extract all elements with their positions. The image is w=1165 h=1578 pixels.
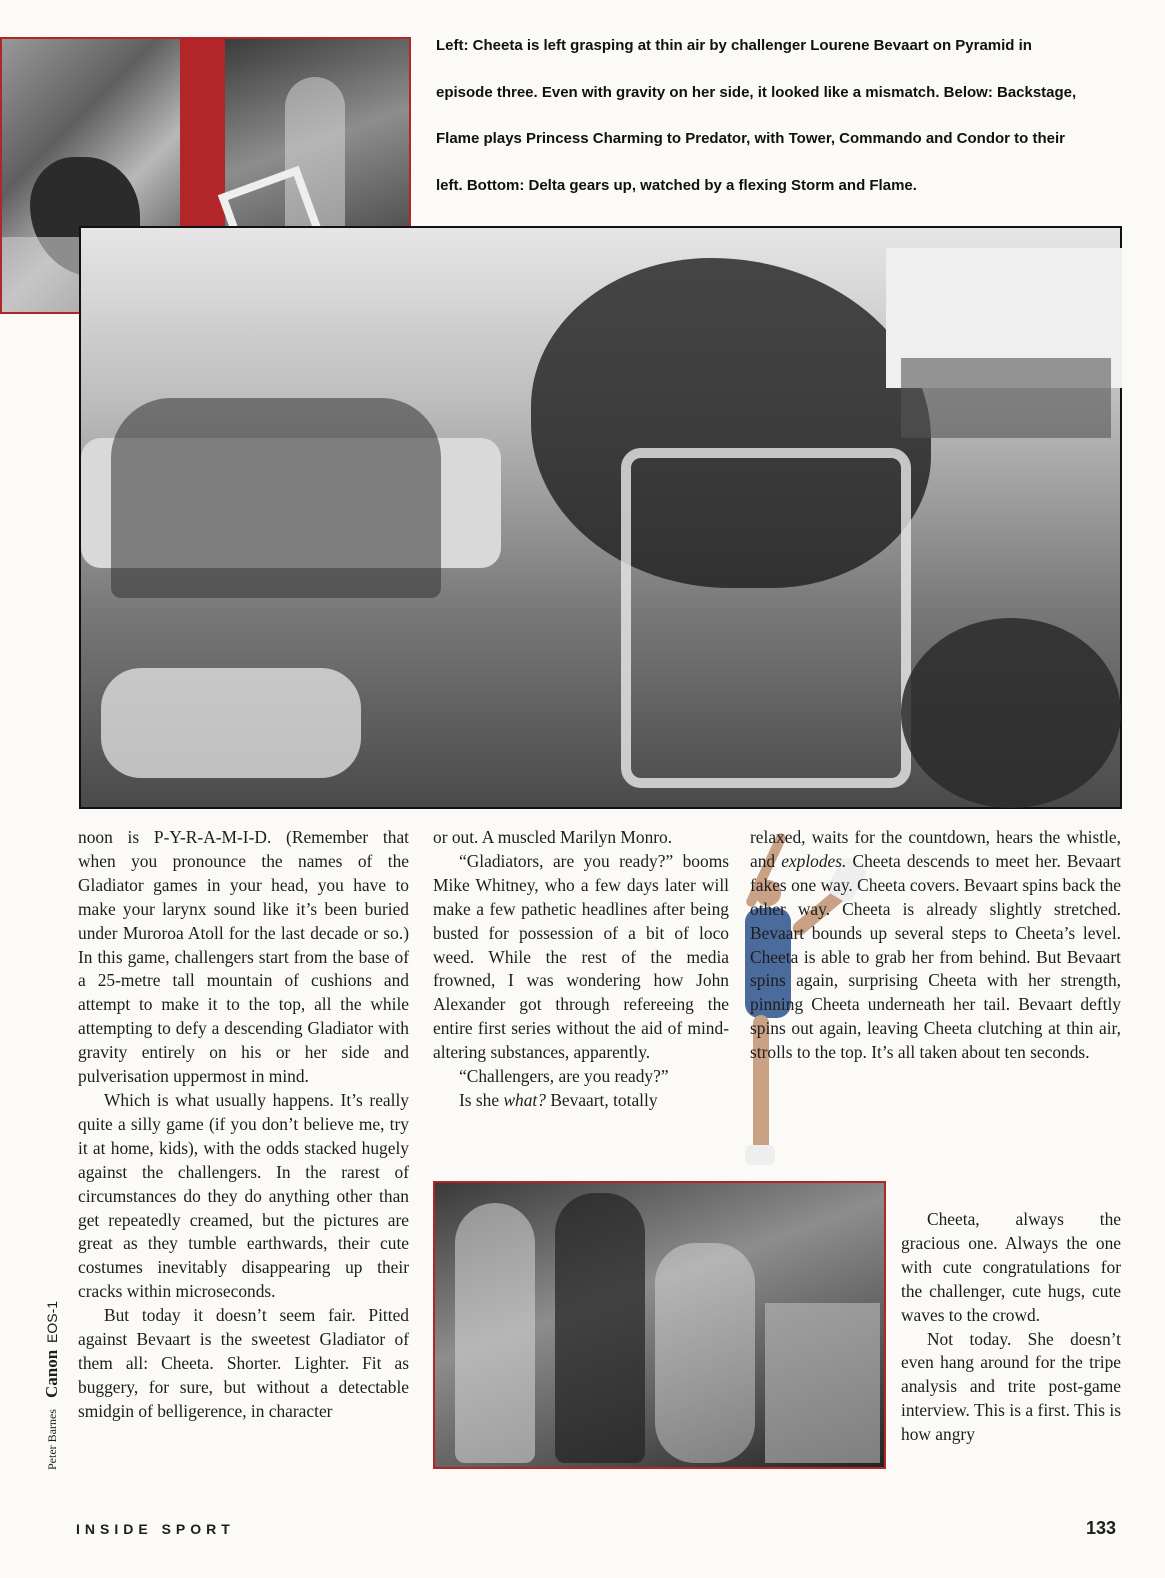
article-column-1 (78, 826, 409, 1424)
col3-paragraph-2: Cheeta, always the gracious one. Always the one with cute congratulations for the challenger, cute hugs, cute waves to the crowd. (901, 1209, 1121, 1325)
camera-brand: Canon (42, 1349, 61, 1399)
article-column-3-continued (901, 1208, 1121, 1447)
article-column-3 (750, 826, 1121, 1065)
footer-page-number: 133 (1086, 1518, 1117, 1538)
caption-line-1: Left: Cheeta is left grasping at thin air by challenger Lourene Bevaart on Pyramid in (436, 37, 1032, 54)
col1-paragraph-1: noon is P-Y-R-A-M-I-D. (Remember that when you pronounce the names of the Gladiator games in your head, you have to make your larynx sound like it’s been buried under Muroroa Atoll for the last decade or so.) In this game, challengers start from the base of a 25-metre tall mountain of cushions and attempt to make it to the top, all the while attempting to defy a descending Gladiator with gravity entirely on his or her side and pulverisation uppermost in mind. (78, 827, 409, 1087)
photographer-name: Peter Barnes (45, 1409, 59, 1470)
camera-model: EOS-1 (44, 1300, 60, 1343)
photo-credit (42, 1280, 62, 1470)
col3-paragraph-3: Not today. She doesn’t even hang around for the tripe analysis and trite post-game interview. This is a first. This is how angry (901, 1328, 1121, 1445)
article-column-2 (433, 826, 729, 1113)
col3-p1-start: relaxed, waits for the countdown, hears the whistle, and (750, 827, 1121, 871)
photo-caption (436, 23, 1136, 209)
col1-paragraph-2: Which is what usually happens. It’s really quite a silly game (if you don’t believe me, try it at home, kids), with the odds stacked hugely against the challengers. In the rarest of circumstances do they do anything other than get repeatedly creamed, but the pictures are great as they tumble earthwards, their cute costumes inevitably disappearing up their cracks within microseconds. (78, 1089, 409, 1302)
col2-paragraph-4 (433, 1089, 729, 1113)
col2-p4-start: Is she (459, 1089, 504, 1110)
col2-p4-end: Bevaart, totally (545, 1089, 658, 1110)
col2-paragraph-1: or out. A muscled Marilyn Monro. (433, 827, 673, 847)
photo-delta-gears-up (433, 1181, 886, 1469)
caption-line-4: left. Bottom: Delta gears up, watched by a flexing Storm and Flame. (436, 176, 917, 194)
col3-paragraph-1 (750, 826, 1121, 1065)
col3-p1-emphasis: explodes. (781, 850, 847, 871)
col2-p4-emphasis: what? (503, 1089, 546, 1110)
caption-line-3: Flame plays Princess Charming to Predator, with Tower, Commando and Condor to their (436, 130, 1065, 147)
col2-paragraph-2: “Gladiators, are you ready?” booms Mike Whitney, who a few days later will make a few pathetic headlines after being busted for possession of a bit of loco weed. While the rest of the media frowned, I was wondering how John Alexander got through refereeing the entire first series without the aid of mind-altering substances, apparently. (433, 850, 729, 1063)
photo-backstage-main (79, 226, 1122, 809)
col2-paragraph-3: “Challengers, are you ready?” (459, 1066, 669, 1087)
col3-p1-end: Cheeta descends to meet her. Bevaart fakes one way. Cheeta covers. Bevaart spins back the other way. Cheeta is already slightly stretched. Bevaart bounds up several steps to Cheeta’s level. Cheeta is able to grab her from behind. But Bevaart spins again, surprising Cheeta with her strength, pinning Cheeta underneath her tail. Bevaart deftly spins out again, leaving Cheeta clutching at thin air, strolls to the top. It’s all taken about ten seconds. (750, 850, 1121, 1063)
caption-line-2: episode three. Even with gravity on her side, it looked like a mismatch. Below: Backstage, (436, 83, 1077, 101)
footer-magazine-name: INSIDE SPORT (76, 1521, 235, 1537)
col1-paragraph-3: But today it doesn’t seem fair. Pitted against Bevaart is the sweetest Gladiator of them all: Cheeta. Shorter. Lighter. Fit as buggery, for sure, but without a detectable smidgin of belligerence, in character (78, 1305, 409, 1421)
